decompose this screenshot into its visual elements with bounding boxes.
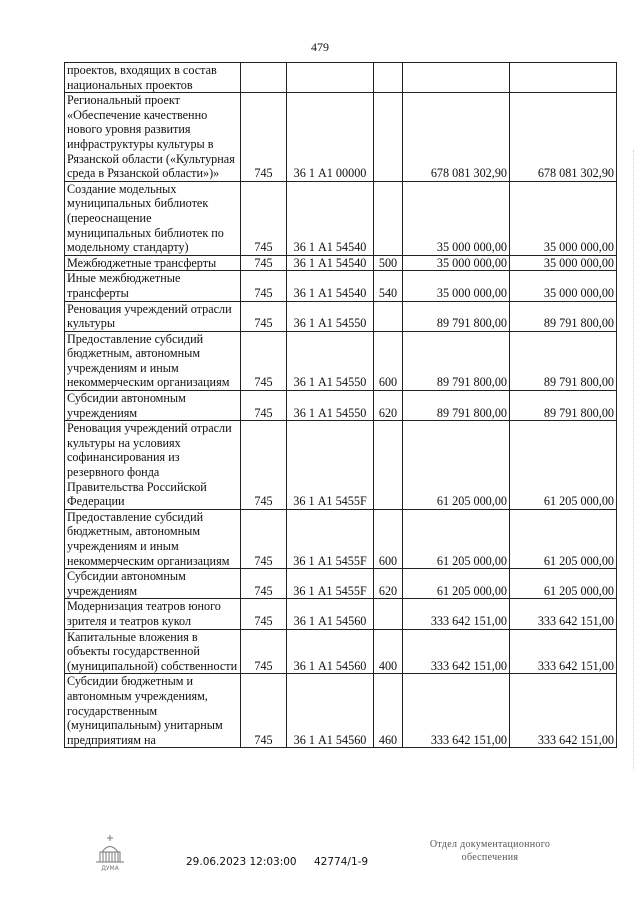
table-row bbox=[65, 181, 617, 255]
cell-sum: 89 791 800,00 bbox=[403, 301, 510, 331]
stamp-line-1: Отдел документационного bbox=[429, 839, 551, 850]
cell-name: Модернизация театров юного зрителя и театров кукол bbox=[65, 599, 241, 629]
cell-total: 35 000 000,00 bbox=[510, 181, 617, 255]
cell-total: 89 791 800,00 bbox=[510, 331, 617, 390]
cell-vr: 400 bbox=[374, 629, 403, 674]
cell-vr bbox=[374, 181, 403, 255]
cell-csr: 36 1 А1 54560 bbox=[287, 629, 374, 674]
cell-total: 333 642 151,00 bbox=[510, 599, 617, 629]
cell-sum: 333 642 151,00 bbox=[403, 599, 510, 629]
cell-csr bbox=[287, 63, 374, 93]
cell-sum: 333 642 151,00 bbox=[403, 629, 510, 674]
page-number: 479 bbox=[311, 40, 329, 54]
cell-csr: 36 1 А1 00000 bbox=[287, 93, 374, 182]
cell-total bbox=[510, 63, 617, 93]
cell-sum: 61 205 000,00 bbox=[403, 569, 510, 599]
cell-ved: 745 bbox=[241, 391, 287, 421]
cell-vr bbox=[374, 421, 403, 510]
cell-name: Предоставление субсидий бюджетным, автономным учреждениям и иным некоммерческим организациям bbox=[65, 331, 241, 390]
table-row bbox=[65, 599, 617, 629]
cell-total: 678 081 302,90 bbox=[510, 93, 617, 182]
cell-vr: 600 bbox=[374, 509, 403, 568]
cell-ved: 745 bbox=[241, 301, 287, 331]
cell-name: Межбюджетные трансферты bbox=[65, 255, 241, 271]
footer-date: 29.06.2023 12:03:00 bbox=[186, 856, 297, 868]
cell-ved: 745 bbox=[241, 509, 287, 568]
cell-sum: 678 081 302,90 bbox=[403, 93, 510, 182]
cell-total: 333 642 151,00 bbox=[510, 674, 617, 748]
cell-vr bbox=[374, 301, 403, 331]
cell-csr: 36 1 А1 54540 bbox=[287, 255, 374, 271]
duma-emblem-icon bbox=[88, 832, 132, 876]
cell-vr: 500 bbox=[374, 255, 403, 271]
cell-total: 35 000 000,00 bbox=[510, 271, 617, 301]
cell-vr: 540 bbox=[374, 271, 403, 301]
cell-name: Субсидии автономным учреждениям bbox=[65, 569, 241, 599]
stamp-line-2: обеспечения bbox=[461, 852, 519, 863]
cell-csr: 36 1 А1 54550 bbox=[287, 391, 374, 421]
cell-name: Предоставление субсидий бюджетным, автономным учреждениям и иным некоммерческим организациям bbox=[65, 509, 241, 568]
cell-ved: 745 bbox=[241, 181, 287, 255]
department-stamp bbox=[404, 838, 576, 864]
cell-csr: 36 1 А1 5455F bbox=[287, 509, 374, 568]
cell-vr: 600 bbox=[374, 331, 403, 390]
cell-ved: 745 bbox=[241, 271, 287, 301]
cell-csr: 36 1 А1 54560 bbox=[287, 674, 374, 748]
table-row bbox=[65, 421, 617, 510]
cell-total: 333 642 151,00 bbox=[510, 629, 617, 674]
cell-sum: 35 000 000,00 bbox=[403, 255, 510, 271]
cell-sum: 61 205 000,00 bbox=[403, 509, 510, 568]
cell-name: Субсидии автономным учреждениям bbox=[65, 391, 241, 421]
table-row bbox=[65, 391, 617, 421]
cell-vr: 620 bbox=[374, 391, 403, 421]
cell-name: Региональный проект «Обеспечение качественно нового уровня развития инфраструктуры культуры в Рязанской области («Культурная среда в Рязанской области»)» bbox=[65, 93, 241, 182]
budget-table bbox=[64, 62, 617, 748]
cell-name: Реновация учреждений отрасли культуры на условиях софинансирования из резервного фонда Правительства Российской Федерации bbox=[65, 421, 241, 510]
table-row bbox=[65, 301, 617, 331]
cell-total: 89 791 800,00 bbox=[510, 301, 617, 331]
cell-ved: 745 bbox=[241, 674, 287, 748]
cell-sum bbox=[403, 63, 510, 93]
cell-vr: 460 bbox=[374, 674, 403, 748]
cell-ved: 745 bbox=[241, 629, 287, 674]
footer-document-code: 42774/1-9 bbox=[314, 856, 369, 868]
cell-vr bbox=[374, 93, 403, 182]
table-row bbox=[65, 271, 617, 301]
cell-total: 35 000 000,00 bbox=[510, 255, 617, 271]
cell-csr: 36 1 А1 54550 bbox=[287, 301, 374, 331]
table-row bbox=[65, 629, 617, 674]
cell-name: проектов, входящих в состав национальных проектов bbox=[65, 63, 241, 93]
cell-vr bbox=[374, 599, 403, 629]
table-body bbox=[65, 63, 617, 748]
cell-ved: 745 bbox=[241, 569, 287, 599]
cell-sum: 61 205 000,00 bbox=[403, 421, 510, 510]
cell-csr: 36 1 А1 54560 bbox=[287, 599, 374, 629]
cell-ved bbox=[241, 63, 287, 93]
cell-ved: 745 bbox=[241, 255, 287, 271]
cell-total: 89 791 800,00 bbox=[510, 391, 617, 421]
cell-sum: 333 642 151,00 bbox=[403, 674, 510, 748]
cell-sum: 89 791 800,00 bbox=[403, 331, 510, 390]
cell-name: Субсидии бюджетным и автономным учреждениям, государственным (муниципальным) унитарным предприятиям на bbox=[65, 674, 241, 748]
cell-vr bbox=[374, 63, 403, 93]
cell-total: 61 205 000,00 bbox=[510, 421, 617, 510]
cell-sum: 89 791 800,00 bbox=[403, 391, 510, 421]
table-row bbox=[65, 674, 617, 748]
scan-edge-mark bbox=[630, 150, 634, 770]
cell-name: Капитальные вложения в объекты государственной (муниципальной) собственности bbox=[65, 629, 241, 674]
cell-csr: 36 1 А1 5455F bbox=[287, 569, 374, 599]
cell-name: Иные межбюджетные трансферты bbox=[65, 271, 241, 301]
cell-ved: 745 bbox=[241, 599, 287, 629]
cell-csr: 36 1 А1 5455F bbox=[287, 421, 374, 510]
cell-csr: 36 1 А1 54550 bbox=[287, 331, 374, 390]
cell-sum: 35 000 000,00 bbox=[403, 181, 510, 255]
cell-vr: 620 bbox=[374, 569, 403, 599]
cell-csr: 36 1 А1 54540 bbox=[287, 271, 374, 301]
table-row bbox=[65, 569, 617, 599]
table-row bbox=[65, 509, 617, 568]
table-row bbox=[65, 331, 617, 390]
cell-sum: 35 000 000,00 bbox=[403, 271, 510, 301]
cell-name: Реновация учреждений отрасли культуры bbox=[65, 301, 241, 331]
cell-ved: 745 bbox=[241, 421, 287, 510]
table-row bbox=[65, 93, 617, 182]
cell-name: Создание модельных муниципальных библиотек (переоснащение муниципальных библиотек по модельному стандарту) bbox=[65, 181, 241, 255]
emblem-text: ДУМА bbox=[101, 865, 119, 872]
cell-total: 61 205 000,00 bbox=[510, 569, 617, 599]
cell-ved: 745 bbox=[241, 331, 287, 390]
cell-ved: 745 bbox=[241, 93, 287, 182]
table-row bbox=[65, 63, 617, 93]
table-row bbox=[65, 255, 617, 271]
cell-total: 61 205 000,00 bbox=[510, 509, 617, 568]
cell-csr: 36 1 А1 54540 bbox=[287, 181, 374, 255]
